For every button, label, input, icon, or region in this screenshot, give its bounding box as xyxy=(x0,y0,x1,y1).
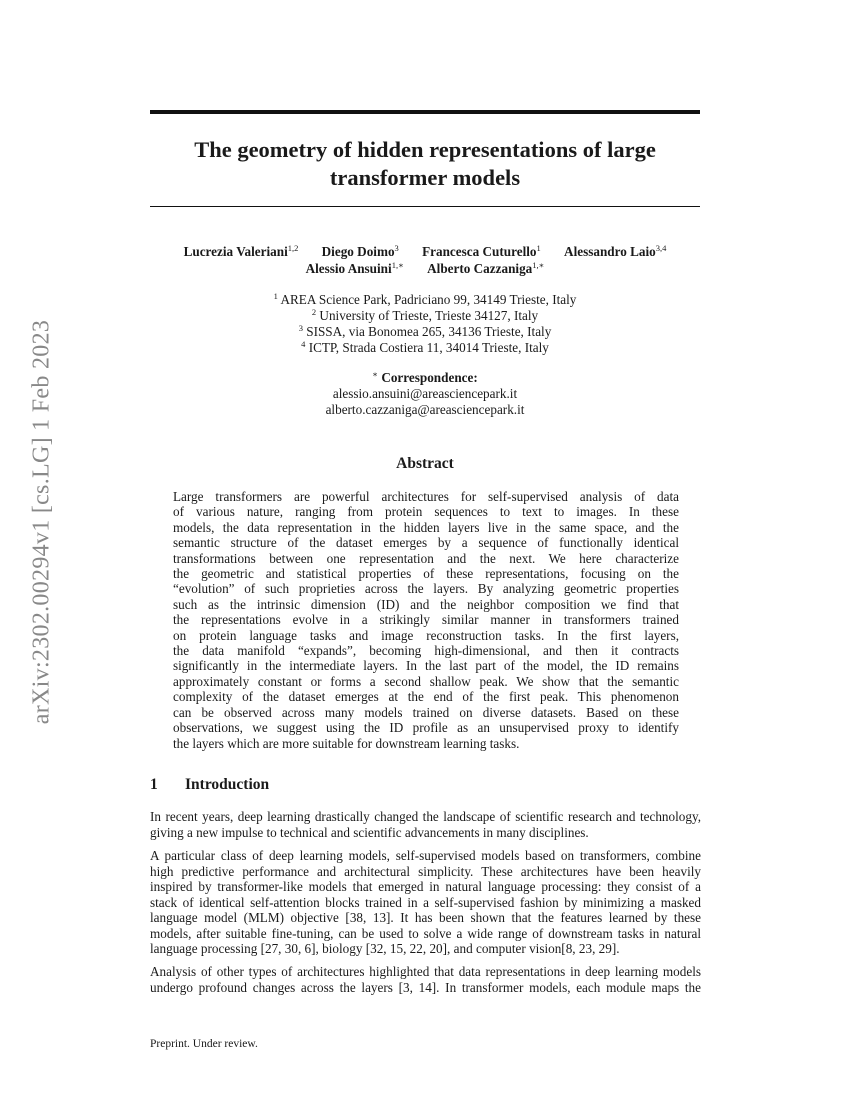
text-line: the layers which are more suitable for downstream learning tasks. xyxy=(173,735,520,751)
abstract-heading: Abstract xyxy=(396,455,454,472)
text-line: complexity of the dataset emerges at the end of the first peak. This phenomenon xyxy=(173,689,679,705)
text-line: the geometric and statistical properties of these representations, focusing on the xyxy=(173,566,679,582)
text-line: Large transformers are powerful architectures for self-supervised analysis of data xyxy=(173,489,679,504)
abstract-body xyxy=(173,489,679,751)
text-line: A particular class of deep learning models, self-supervised models based on transformers, combine xyxy=(150,848,701,863)
affiliation: $^3$ SISSA, via Bonomea 265, 34136 Trieste, Italy xyxy=(298,323,552,339)
text-line: models, after suitable fine-tuning, can be used to solve a wide range of downstream tasks in natural xyxy=(150,925,701,941)
text-line: on protein language tasks and image reconstruction tasks. In the first layers, xyxy=(173,627,679,643)
title-bottom-rule xyxy=(150,206,700,207)
paragraph xyxy=(150,809,701,840)
text-line: the representations evolve in a strikingly similar manner in transformers trained xyxy=(173,612,679,628)
text-line: models, the data representation in the hidden layers live in the same space, and the xyxy=(173,519,679,535)
author: Francesca Cuturello$^1$ xyxy=(422,243,541,259)
footer-note: Preprint. Under review. xyxy=(150,1038,258,1050)
arxiv-stamp: arXiv:2302.00294v1 [cs.LG] 1 Feb 2023 xyxy=(28,319,55,725)
author: Alberto Cazzaniga$^{1,∗}$ xyxy=(427,260,545,276)
correspondence: ∗ Correspondence: alessio.ansuini@areasciencepark.it alberto.cazzaniga@areasciencepark.it xyxy=(150,370,700,418)
text-line: can be observed across many models trained on diverse datasets. Based on these xyxy=(173,704,679,720)
text-line: inspired by transformer-like models that emerged in natural language processing: they consist of a xyxy=(150,879,701,894)
author: Lucrezia Valeriani$^{1,2}$ xyxy=(183,243,299,259)
title-top-rule xyxy=(150,110,700,114)
text-line: language processing [27, 30, 6], biology [32, 15, 22, 20], and computer vision[8, 23, 29]. xyxy=(150,941,620,956)
text-line: “evolution” of such proprieties across the layers. By analyzing geometric properties xyxy=(173,581,679,597)
text-line: Analysis of other types of architectures highlighted that data representations in deep learning models xyxy=(150,964,701,979)
text-line: transformations between one representation and the next. We here characterize xyxy=(173,550,679,566)
affiliation: $^4$ ICTP, Strada Costiera 11, 34014 Trieste, Italy xyxy=(301,339,549,355)
text-line: of various nature, ranging from protein sequences to text to images. In these xyxy=(173,504,679,520)
affiliation: $^2$ University of Trieste, Trieste 34127, Italy xyxy=(311,307,539,323)
paper-title xyxy=(150,136,700,192)
title-line: transformer models xyxy=(329,165,521,190)
text-line: undergo profound changes across the layers [3, 14]. In transformer models, each module maps the xyxy=(150,979,701,995)
text-line: high predictive performance and architectural simplicity. These architectures have been heavily xyxy=(150,863,701,879)
text-line: semantic structure of the dataset emerges by a sequence of functionally identical xyxy=(173,535,679,551)
section-heading: 1 Introduction xyxy=(150,776,270,793)
paragraph xyxy=(150,848,701,957)
author-list xyxy=(150,244,700,277)
text-line: significantly in the intermediate layers. In the last part of the model, the ID remains xyxy=(173,658,679,674)
email-link[interactable]: alberto.cazzaniga@areasciencepark.it xyxy=(325,402,525,417)
text-line: such as the intrinsic dimension (ID) and the neighbor composition we find that xyxy=(173,596,679,612)
text-line: the data manifold “expands”, becoming high-dimensional, and then it contracts xyxy=(173,643,679,659)
affiliation: $^1$ AREA Science Park, Padriciano 99, 34149 Trieste, Italy xyxy=(273,291,577,307)
author: Alessio Ansuini$^{1,∗}$ xyxy=(305,260,404,276)
correspondence-label: Correspondence: xyxy=(381,370,478,385)
text-line: giving a new impulse to technical and scientific advancements in many disciplines. xyxy=(150,824,589,840)
text-line: approximately constant or forms a second shallow peak. We show that the semantic xyxy=(173,673,679,689)
author: Diego Doimo$^3$ xyxy=(321,243,399,259)
affiliations xyxy=(150,292,700,356)
text-line: In recent years, deep learning drastically changed the landscape of scientific research and technology, xyxy=(150,809,701,824)
text-line: stack of identical self-attention blocks trained in a self-supervised fashion by minimizing a masked xyxy=(150,894,701,910)
email-link[interactable]: alessio.ansuini@areasciencepark.it xyxy=(332,386,518,401)
text-line: observations, we suggest using the ID profile as an unsupervised proxy to identify xyxy=(173,720,679,736)
author: Alessandro Laio$^{3,4}$ xyxy=(564,243,667,259)
text-line: language model (MLM) objective [38, 13]. It has been shown that the features learned by these xyxy=(150,910,701,925)
paragraph xyxy=(150,964,701,995)
title-line: The geometry of hidden representations of large xyxy=(194,137,656,162)
